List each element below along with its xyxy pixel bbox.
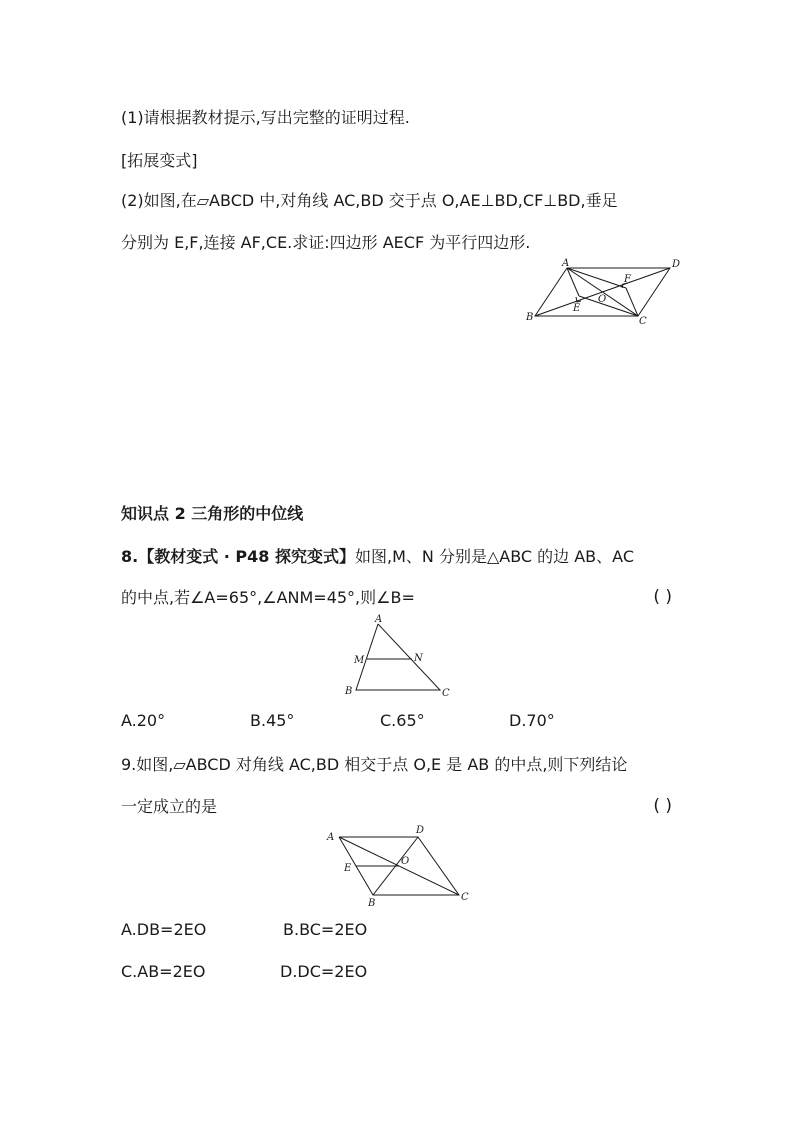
q8-option-b: B.45° (250, 711, 295, 730)
diagonal-bd (535, 268, 670, 316)
triangle-abc (356, 624, 440, 690)
q8-option-d: D.70° (509, 711, 555, 730)
label-d: D (672, 259, 681, 270)
figure-parallelogram-aecf (520, 258, 690, 330)
extension-line1: (2)如图,在▱ABCD 中,对角线 AC,BD 交于点 O,AE⊥BD,CF⊥BD,垂足 (121, 191, 618, 210)
q8-answer-paren: ( ) (653, 587, 672, 607)
q9-option-c: C.AB=2EO (121, 962, 206, 981)
extension-heading: [拓展变式] (121, 151, 198, 170)
label-o: O (598, 294, 607, 305)
q9-line2: 一定成立的是 (121, 797, 218, 816)
label-c: C (639, 316, 647, 327)
label-c: C (461, 892, 469, 903)
label-e: E (573, 303, 581, 314)
label-a: A (327, 832, 335, 843)
q9-answer-paren: ( ) (653, 796, 672, 816)
label-b: B (345, 686, 353, 697)
q9-line1: 9.如图,▱ABCD 对角线 AC,BD 相交于点 O,E 是 AB 的中点,则下列结论 (121, 755, 628, 774)
label-o: O (401, 856, 410, 867)
label-e: E (344, 863, 352, 874)
label-b: B (368, 898, 376, 909)
label-n: N (414, 653, 423, 664)
segment-ce (579, 296, 638, 316)
segment-af (567, 268, 626, 288)
q8-line2: 的中点,若∠A=65°,∠ANM=45°,则∠B= (121, 588, 415, 607)
label-a: A (375, 614, 383, 625)
q8-tag: 8.【教材变式 · P48 探究变式】 (121, 547, 355, 566)
q8-line1 (121, 547, 634, 567)
q8-line1-text: 如图,M、N 分别是△ABC 的边 AB、AC (355, 547, 634, 566)
figure-triangle-midline (340, 614, 460, 700)
q9-option-a: A.DB=2EO (121, 920, 207, 939)
label-m: M (354, 655, 365, 666)
q9-option-b: B.BC=2EO (283, 920, 368, 939)
label-a: A (562, 258, 570, 269)
q9-option-d: D.DC=2EO (280, 962, 368, 981)
extension-line2: 分别为 E,F,连接 AF,CE.求证:四边形 AECF 为平行四边形. (121, 233, 531, 252)
q1-line1: (1)请根据教材提示,写出完整的证明过程. (121, 108, 410, 127)
q8-option-a: A.20° (121, 711, 166, 730)
q8-option-c: C.65° (380, 711, 425, 730)
label-d: D (416, 825, 425, 836)
label-f: F (624, 274, 631, 285)
label-b: B (526, 312, 534, 323)
label-c: C (442, 688, 450, 699)
figure-parallelogram-midpoint (322, 822, 472, 912)
section-title: 知识点 2 三角形的中位线 (121, 504, 304, 523)
